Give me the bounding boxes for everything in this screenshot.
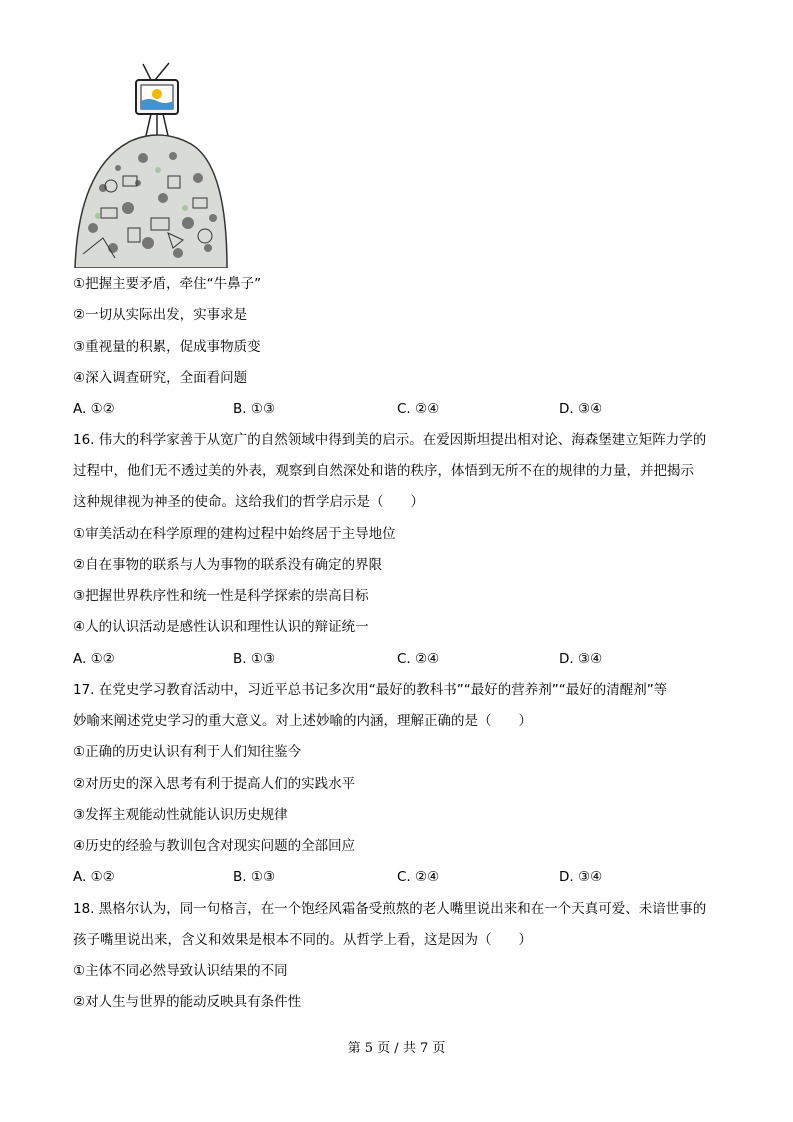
q18-item-1: ①主体不同必然导致认识结果的不同 bbox=[73, 963, 288, 979]
q15-options bbox=[73, 399, 673, 419]
q15-option-a[interactable]: A. ①② bbox=[73, 401, 115, 417]
q17-stem-line-1: 17. 在党史学习教育活动中，习近平总书记多次用“最好的教科书”“最好的营养剂”“最好的清醒剂”等 bbox=[73, 682, 668, 698]
q18-stem-line-2: 孩子嘴里说出来，含义和效果是根本不同的。从哲学上看，这是因为（ ） bbox=[73, 932, 532, 948]
q17-item-4: ④历史的经验与教训包含对现实问题的全部回应 bbox=[73, 838, 356, 854]
q17-option-a[interactable]: A. ①② bbox=[73, 869, 115, 885]
q17-item-3: ③发挥主观能动性就能认识历史规律 bbox=[73, 807, 288, 823]
q15-item-4: ④深入调查研究，全面看问题 bbox=[73, 370, 248, 386]
q17-item-2: ②对历史的深入思考有利于提高人们的实践水平 bbox=[73, 776, 356, 792]
q18-item-2: ②对人生与世界的能动反映具有条件性 bbox=[73, 994, 302, 1010]
q15-item-2: ②一切从实际出发，实事求是 bbox=[73, 307, 248, 323]
q17-option-b[interactable]: B. ①③ bbox=[233, 869, 276, 885]
q15-item-1: ①把握主要矛盾，牵住“牛鼻子” bbox=[73, 276, 262, 292]
q16-item-4: ④人的认识活动是感性认识和理性认识的辩证统一 bbox=[73, 619, 369, 635]
q17-option-d[interactable]: D. ③④ bbox=[559, 869, 603, 885]
q15-item-3: ③重视量的积累，促成事物质变 bbox=[73, 339, 261, 355]
q17-options bbox=[73, 867, 673, 887]
q16-item-2: ②自在事物的联系与人为事物的联系没有确定的界限 bbox=[73, 557, 383, 573]
q16-item-3: ③把握世界秩序性和统一性是科学探索的崇高目标 bbox=[73, 588, 369, 604]
q17-item-1: ①正确的历史认识有利于人们知往鉴今 bbox=[73, 744, 302, 760]
q16-option-a[interactable]: A. ①② bbox=[73, 651, 115, 667]
q16-item-1: ①审美活动在科学原理的建构过程中始终居于主导地位 bbox=[73, 526, 396, 542]
q16-option-d[interactable]: D. ③④ bbox=[559, 651, 603, 667]
q17-stem-line-2: 妙喻来阐述党史学习的重大意义。对上述妙喻的内涵，理解正确的是（ ） bbox=[73, 713, 532, 729]
q16-options bbox=[73, 649, 673, 669]
q16-stem-line-1: 16. 伟大的科学家善于从宽广的自然领域中得到美的启示。在爱因斯坦提出相对论、海森堡建立矩阵力学的 bbox=[73, 432, 707, 448]
q16-option-b[interactable]: B. ①③ bbox=[233, 651, 276, 667]
q16-stem-line-3: 这种规律视为神圣的使命。这给我们的哲学启示是（ ） bbox=[73, 494, 424, 510]
q18-stem-line-1: 18. 黑格尔认为，同一句格言，在一个饱经风霜备受煎熬的老人嘴里说出来和在一个天真可爱、未谙世事的 bbox=[73, 901, 707, 917]
tv-on-garbage-mountain-illustration bbox=[73, 58, 229, 268]
q15-option-d[interactable]: D. ③④ bbox=[559, 401, 603, 417]
q15-option-c[interactable]: C. ②④ bbox=[397, 401, 440, 417]
q16-stem-line-2: 过程中，他们无不透过美的外表，观察到自然深处和谐的秩序，体悟到无所不在的规律的力量，并把揭示 bbox=[73, 463, 694, 479]
q17-option-c[interactable]: C. ②④ bbox=[397, 869, 440, 885]
page-footer: 第 5 页 / 共 7 页 bbox=[347, 1041, 446, 1056]
q15-option-b[interactable]: B. ①③ bbox=[233, 401, 276, 417]
q16-option-c[interactable]: C. ②④ bbox=[397, 651, 440, 667]
